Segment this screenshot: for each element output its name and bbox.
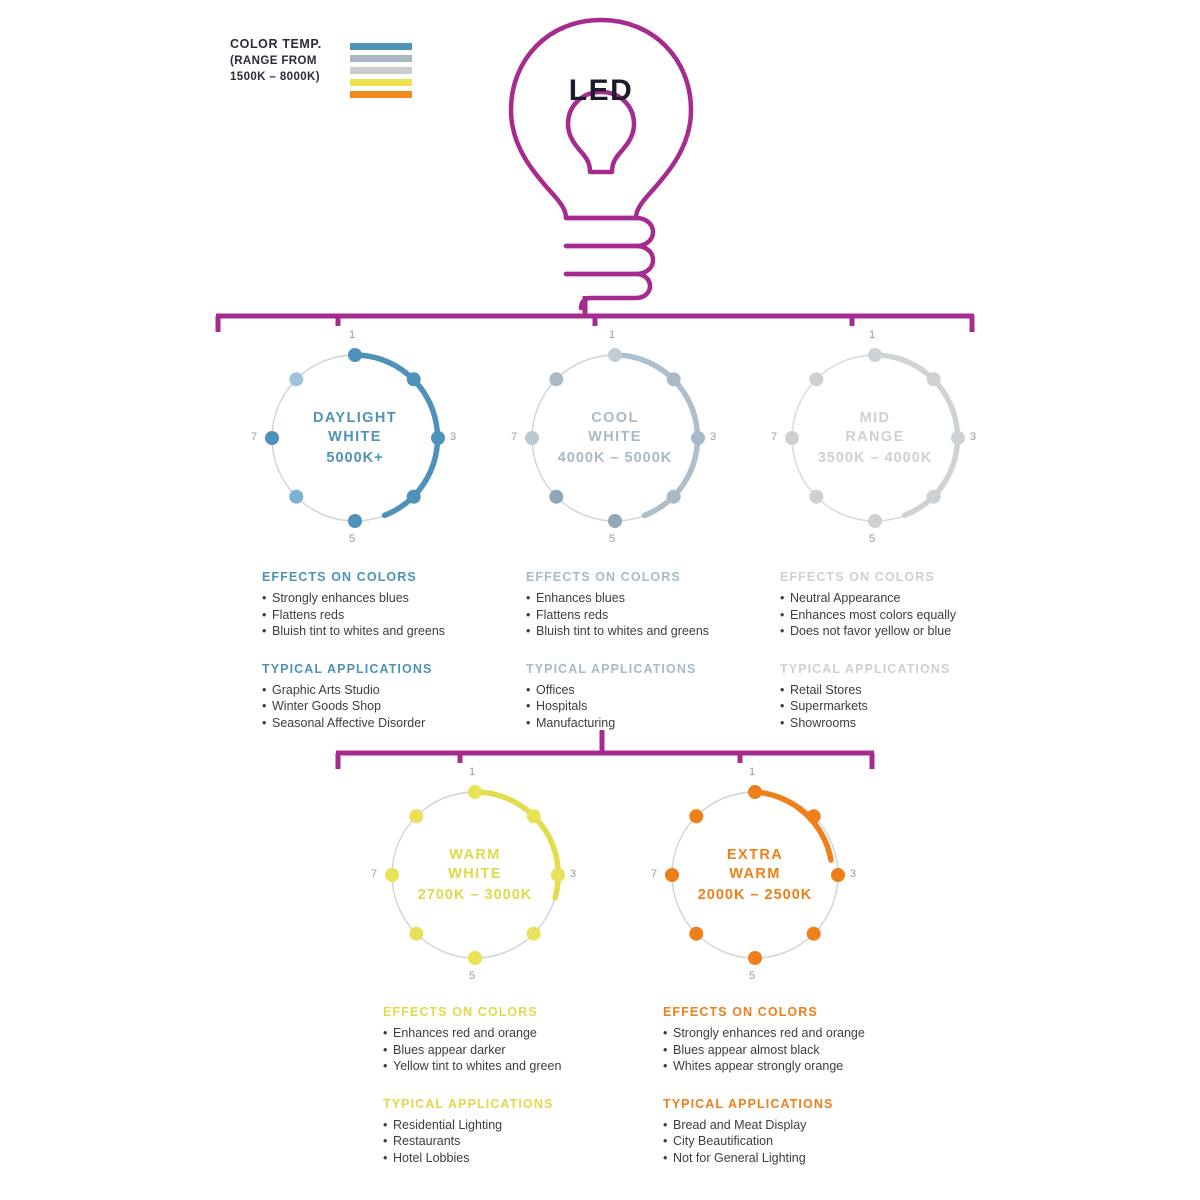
extra-warm-effects-list bbox=[663, 1025, 913, 1075]
dial-cool-name-line2: WHITE bbox=[588, 428, 642, 445]
dial-daylight-tick-1: 1 bbox=[349, 329, 356, 341]
list-item: • Not for General Lighting bbox=[663, 1150, 913, 1167]
legend-swatch-cool bbox=[350, 55, 412, 62]
dial-mid-range-value: 3500K – 4000K bbox=[817, 449, 933, 466]
list-item: • Bread and Meat Display bbox=[663, 1117, 913, 1134]
dial-daylight-tick-3: 3 bbox=[450, 431, 457, 443]
list-item: • Whites appear strongly orange bbox=[663, 1058, 913, 1075]
dial-daylight-white bbox=[245, 329, 465, 545]
text-mid-range bbox=[780, 570, 1030, 731]
legend-title: COLOR TEMP. bbox=[230, 37, 322, 51]
warm-effects-list bbox=[383, 1025, 633, 1075]
top-connector-bracket bbox=[210, 296, 980, 336]
dial-mid-range-graphic bbox=[765, 333, 985, 543]
cool-applications-list bbox=[526, 682, 776, 732]
list-item: • Strongly enhances red and orange bbox=[663, 1025, 913, 1042]
dial-warm-tick-5: 5 bbox=[469, 970, 476, 982]
text-cool-white bbox=[526, 570, 776, 731]
dial-extra-warm-name-line1: EXTRA bbox=[726, 846, 784, 863]
mid-applications-heading: TYPICAL APPLICATIONS bbox=[780, 661, 951, 676]
dial-warm-tick-7: 7 bbox=[371, 868, 378, 880]
daylight-effects-list bbox=[262, 590, 512, 640]
mid-effects-heading: EFFECTS ON COLORS bbox=[780, 570, 935, 584]
list-item: • Bluish tint to whites and greens bbox=[262, 623, 512, 640]
dial-cool-tick-1: 1 bbox=[609, 329, 616, 341]
list-item: • Offices bbox=[526, 682, 776, 699]
dial-warm-tick-3: 3 bbox=[570, 868, 577, 880]
dial-mid-name-line2: RANGE bbox=[845, 428, 905, 445]
dial-mid-name-line1: MID bbox=[859, 409, 891, 426]
list-item: • Blues appear almost black bbox=[663, 1042, 913, 1059]
legend-swatches bbox=[350, 43, 412, 103]
list-item: • Winter Goods Shop bbox=[262, 698, 512, 715]
dial-warm-white bbox=[365, 766, 585, 982]
cool-applications-heading: TYPICAL APPLICATIONS bbox=[526, 661, 697, 676]
dial-daylight-name-line1: DAYLIGHT bbox=[313, 409, 397, 426]
list-item: • Bluish tint to whites and greens bbox=[526, 623, 776, 640]
list-item: • Hotel Lobbies bbox=[383, 1150, 633, 1167]
legend-swatch-mid bbox=[350, 67, 412, 74]
legend-subtitle-line2: 1500K – 8000K) bbox=[230, 71, 320, 83]
list-item: • Showrooms bbox=[780, 715, 1030, 732]
led-bulb-icon bbox=[486, 14, 716, 314]
dial-warm-range: 2700K – 3000K bbox=[417, 886, 533, 903]
dial-daylight-range: 5000K+ bbox=[326, 449, 384, 466]
text-extra-warm bbox=[663, 1005, 913, 1166]
dial-warm-name-line1: WARM bbox=[449, 846, 501, 863]
legend-swatch-daylight bbox=[350, 43, 412, 50]
dial-cool-name-line1: COOL bbox=[591, 409, 639, 426]
list-item: • Flattens reds bbox=[262, 607, 512, 624]
list-item: • Manufacturing bbox=[526, 715, 776, 732]
list-item: • Enhances most colors equally bbox=[780, 607, 1030, 624]
dial-extra-warm-tick-5: 5 bbox=[749, 970, 756, 982]
dial-mid-tick-7: 7 bbox=[771, 431, 778, 443]
daylight-applications-list bbox=[262, 682, 512, 732]
list-item: • Does not favor yellow or blue bbox=[780, 623, 1030, 640]
dial-mid-tick-1: 1 bbox=[869, 329, 876, 341]
extra-warm-effects-heading: EFFECTS ON COLORS bbox=[663, 1005, 818, 1019]
dial-daylight-white-graphic bbox=[245, 333, 465, 543]
warm-applications-heading: TYPICAL APPLICATIONS bbox=[383, 1096, 554, 1111]
bottom-connector-bracket bbox=[330, 730, 880, 770]
warm-effects-heading: EFFECTS ON COLORS bbox=[383, 1005, 538, 1019]
list-item: • Blues appear darker bbox=[383, 1042, 633, 1059]
dial-extra-warm-range: 2000K – 2500K bbox=[697, 886, 813, 903]
legend-swatch-extra-warm bbox=[350, 91, 412, 98]
dial-mid-tick-5: 5 bbox=[869, 533, 876, 545]
cool-effects-list bbox=[526, 590, 776, 640]
dial-cool-white-graphic bbox=[505, 333, 725, 543]
mid-applications-list bbox=[780, 682, 1030, 732]
dial-extra-warm-tick-1: 1 bbox=[749, 766, 756, 778]
legend bbox=[230, 36, 410, 85]
list-item: • Residential Lighting bbox=[383, 1117, 633, 1134]
list-item: • Graphic Arts Studio bbox=[262, 682, 512, 699]
dial-extra-warm-tick-7: 7 bbox=[651, 868, 658, 880]
dial-daylight-tick-7: 7 bbox=[251, 431, 258, 443]
dial-warm-tick-1: 1 bbox=[469, 766, 476, 778]
cool-effects-heading: EFFECTS ON COLORS bbox=[526, 570, 681, 584]
extra-warm-applications-list bbox=[663, 1117, 913, 1167]
dial-mid-range bbox=[765, 329, 985, 545]
list-item: • Retail Stores bbox=[780, 682, 1030, 699]
list-item: • Enhances blues bbox=[526, 590, 776, 607]
mid-effects-list bbox=[780, 590, 1030, 640]
dial-warm-white-graphic bbox=[365, 770, 585, 980]
dial-daylight-name-line2: WHITE bbox=[328, 428, 382, 445]
dial-cool-tick-7: 7 bbox=[511, 431, 518, 443]
dial-extra-warm-name-line2: WARM bbox=[729, 865, 781, 882]
list-item: • Supermarkets bbox=[780, 698, 1030, 715]
dial-cool-white bbox=[505, 329, 725, 545]
dial-extra-warm-graphic bbox=[645, 770, 865, 980]
list-item: • City Beautification bbox=[663, 1133, 913, 1150]
dial-daylight-tick-5: 5 bbox=[349, 533, 356, 545]
list-item: • Restaurants bbox=[383, 1133, 633, 1150]
dial-extra-warm bbox=[645, 766, 865, 982]
list-item: • Seasonal Affective Disorder bbox=[262, 715, 512, 732]
daylight-applications-heading: TYPICAL APPLICATIONS bbox=[262, 661, 433, 676]
dial-mid-tick-3: 3 bbox=[970, 431, 977, 443]
list-item: • Strongly enhances blues bbox=[262, 590, 512, 607]
list-item: • Flattens reds bbox=[526, 607, 776, 624]
text-warm-white bbox=[383, 1005, 633, 1166]
legend-subtitle-line1: (RANGE FROM bbox=[230, 55, 317, 67]
list-item: • Yellow tint to whites and green bbox=[383, 1058, 633, 1075]
text-daylight-white bbox=[262, 570, 512, 731]
list-item: • Neutral Appearance bbox=[780, 590, 1030, 607]
list-item: • Enhances red and orange bbox=[383, 1025, 633, 1042]
dial-cool-tick-5: 5 bbox=[609, 533, 616, 545]
warm-applications-list bbox=[383, 1117, 633, 1167]
extra-warm-applications-heading: TYPICAL APPLICATIONS bbox=[663, 1096, 834, 1111]
list-item: • Hospitals bbox=[526, 698, 776, 715]
dial-cool-range: 4000K – 5000K bbox=[557, 449, 673, 466]
dial-cool-tick-3: 3 bbox=[710, 431, 717, 443]
dial-extra-warm-tick-3: 3 bbox=[850, 868, 857, 880]
dial-warm-name-line2: WHITE bbox=[448, 865, 502, 882]
daylight-effects-heading: EFFECTS ON COLORS bbox=[262, 570, 417, 584]
bulb-label: LED bbox=[568, 74, 634, 107]
legend-swatch-warm bbox=[350, 79, 412, 86]
